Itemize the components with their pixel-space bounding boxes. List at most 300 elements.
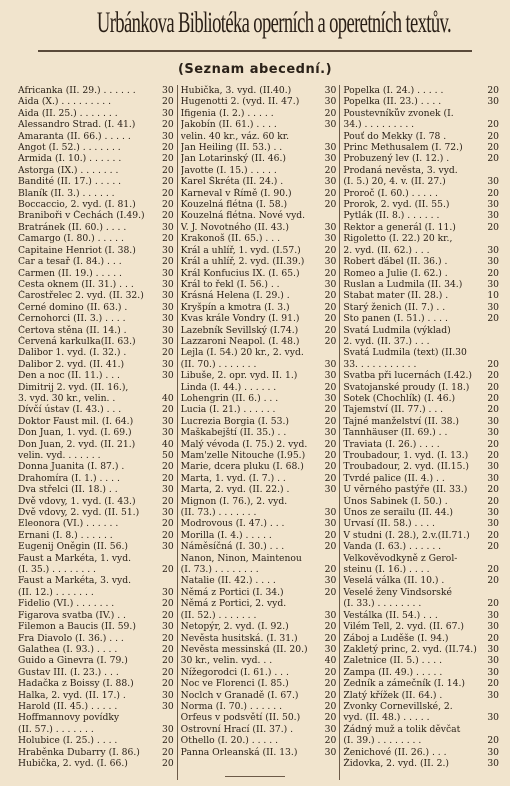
entry-price: 20 <box>161 233 174 245</box>
page-subtitle: (Seznam abecední.) <box>177 62 333 77</box>
catalog-entry <box>18 633 174 644</box>
entry-price: 20 <box>161 735 174 747</box>
entry-title: Galathea (I. 93.) . . . . <box>18 643 118 655</box>
catalog-entry <box>181 690 337 701</box>
entry-price: 20 <box>161 176 174 188</box>
entry-title: Princ Methusalem (I. 72.) <box>343 142 463 154</box>
entry-price: 20 <box>487 678 500 690</box>
catalog-entry <box>343 724 499 735</box>
entry-title: Angot (I. 52.) . . . . . . . <box>18 142 121 154</box>
entry-title: Dvě vdovy, 1. vyd. (I. 43.) <box>18 495 136 507</box>
entry-price <box>334 347 336 358</box>
entry-title: Vilém Tell, 2. vyd. (II. 67.) <box>343 621 465 633</box>
entry-title: Natalie (II. 42.) . . . . <box>180 575 276 587</box>
catalog-entry <box>343 119 499 130</box>
entry-price: 30 <box>487 210 500 222</box>
catalog-entry <box>343 667 499 678</box>
entry-price: 20 <box>161 164 174 176</box>
entry-title: Faust a Markéta, 1. vyd. <box>18 552 132 564</box>
entry-title: Netopýr, 2. vyd. (I. 92.) <box>180 621 289 633</box>
entry-title: Dimitrij 2. vyd. (II. 16.), <box>18 381 129 393</box>
catalog-entry <box>343 382 499 393</box>
catalog-entry <box>343 484 499 495</box>
entry-title: Popelka (II. 23.) . . . . <box>343 96 442 108</box>
catalog-entry <box>18 564 174 575</box>
entry-price: 20 <box>487 575 500 587</box>
entry-title: Prorok, 2. vyd. (II. 55.) <box>343 199 450 211</box>
catalog-entry <box>181 393 337 404</box>
catalog-entry <box>181 461 337 472</box>
entry-title: Veselé ženy Vindsorské <box>343 586 452 598</box>
entry-title: Traviata (I. 26.) . . . . <box>343 438 440 450</box>
entry-price: 30 <box>161 221 174 233</box>
entry-price: 30 <box>161 370 174 382</box>
entry-title: Malý vévoda (I. 75.) 2. vyd. <box>180 438 308 450</box>
entry-title: Ruslan a Ludmila (II. 34.) <box>343 278 463 290</box>
entry-price: 30 <box>161 541 174 553</box>
entry-price: 20 <box>161 495 174 507</box>
catalog-entry <box>18 313 174 324</box>
entry-price <box>497 724 499 735</box>
catalog-entry <box>181 701 337 712</box>
catalog-entry <box>18 347 174 358</box>
catalog-entry <box>18 610 174 621</box>
entry-price: 20 <box>324 586 337 598</box>
entry-title: Jan Heiling (II. 53.) . . <box>180 142 283 154</box>
entry-price: 30 <box>487 621 500 633</box>
entry-price: 10 <box>487 290 500 302</box>
catalog-entry <box>343 473 499 484</box>
entry-price: 20 <box>324 541 337 553</box>
entry-title: Proroč (I. 60.) . . . . . <box>343 187 438 199</box>
entry-title: Filemon a Baucis (II. 59.) <box>18 621 136 633</box>
catalog-entry <box>18 575 174 586</box>
entry-title: Lucrezia Borgia (I. 53.) <box>180 415 289 427</box>
entry-title: Král to řekl (I. 56.) . . <box>180 278 280 290</box>
catalog-entry <box>18 131 174 142</box>
catalog-entry <box>18 644 174 655</box>
entry-title: 33. . . . . . . . . . . <box>343 358 417 370</box>
catalog-entry <box>181 712 337 723</box>
entry-price <box>497 347 499 358</box>
entry-title: Noc ve Florenci (I. 85.) <box>180 678 289 690</box>
catalog-entry <box>181 302 337 313</box>
entry-price: 30 <box>161 415 174 427</box>
entry-price: 20 <box>324 313 337 325</box>
catalog-entry <box>181 153 337 164</box>
catalog-entry <box>18 712 174 723</box>
entry-title: velin. 40 kr., váz. 60 kr. <box>180 130 290 142</box>
entry-price: 20 <box>161 256 174 268</box>
catalog-entry <box>181 633 337 644</box>
entry-title: Náměsíčná (I. 30.) . . . <box>180 541 285 553</box>
catalog-entry <box>18 461 174 472</box>
catalog-entry <box>343 233 499 244</box>
entry-title: Fidelio (VI.) . . . . . . . <box>18 598 115 610</box>
catalog-entry <box>18 758 174 769</box>
entry-title: Černé domino (II. 63.) . <box>18 301 128 313</box>
catalog-entry <box>343 268 499 279</box>
entry-title: Astorga (IX.) . . . . . . . <box>18 164 119 176</box>
entry-price: 30 <box>324 153 337 165</box>
catalog-entry <box>18 701 174 712</box>
entry-title: Žádný muž a tolik děvčat <box>343 723 461 735</box>
entry-title: Linda (I. 44.) . . . . . . <box>180 381 277 393</box>
catalog-entry <box>18 302 174 313</box>
entry-price: 30 <box>324 643 337 655</box>
entry-title: Faust a Markéta, 3. vyd. <box>18 575 132 587</box>
catalog-entry <box>181 290 337 301</box>
entry-price: 20 <box>487 450 500 461</box>
entry-price: 20 <box>324 621 337 633</box>
entry-title: Noclch v Granadě (I. 67.) <box>180 689 299 701</box>
entry-title: Vestálka (II. 54.) . . . <box>343 609 438 621</box>
entry-price: 20 <box>324 199 337 211</box>
entry-price: 20 <box>487 632 500 644</box>
entry-price: 20 <box>161 518 174 530</box>
entry-price: 20 <box>324 666 337 678</box>
entry-price: 20 <box>324 381 337 393</box>
entry-price <box>334 131 336 142</box>
catalog-entry <box>181 370 337 381</box>
entry-title: Nanon, Ninon, Maintenou <box>180 552 302 564</box>
catalog-entry <box>18 233 174 244</box>
catalog-entry <box>18 325 174 336</box>
entry-price: 30 <box>161 427 174 439</box>
catalog-entry <box>18 587 174 598</box>
catalog-entry <box>181 667 337 678</box>
entry-title: Popelka (I. 24.) . . . . . <box>343 85 444 96</box>
catalog-entry <box>18 245 174 256</box>
catalog-entry <box>343 404 499 415</box>
catalog-entry <box>181 587 337 598</box>
catalog-entry <box>343 245 499 256</box>
entry-title: Bandité (II. 17.) . . . . . <box>18 176 122 188</box>
entry-title: Velkověvodkyně z Gerol- <box>343 552 458 564</box>
entry-title: Zlatý křížek (II. 64.) . <box>343 689 443 701</box>
entry-title: Ostrovní Hrací (II. 37.) . <box>180 723 294 735</box>
catalog-entry <box>181 222 337 233</box>
entry-title: Drahomíra (I. 1.) . . . . <box>18 472 120 484</box>
catalog-entry <box>18 96 174 107</box>
catalog-entry <box>18 690 174 701</box>
entry-price: 20 <box>324 244 337 256</box>
entry-title: Dalibor 2. vyd. (II. 41.) <box>18 358 125 370</box>
entry-title: Camargo (I. 80.) . . . . . <box>18 233 124 245</box>
entry-price: 30 <box>487 256 500 268</box>
entry-price: 20 <box>487 392 500 404</box>
catalog-entry <box>181 518 337 529</box>
entry-price <box>497 233 499 244</box>
catalog-column-3 <box>339 85 502 780</box>
entry-title: Braniboři v Čechách (I.49.) <box>18 210 145 222</box>
entry-price <box>497 108 499 119</box>
entry-price: 20 <box>161 199 174 211</box>
entry-price: 20 <box>161 643 174 655</box>
entry-title: Svatojanské proudy (I. 18.) <box>343 381 470 393</box>
entry-price: 20 <box>324 290 337 302</box>
entry-title: Únos ze serailu (II. 44.) <box>343 507 453 519</box>
catalog-entry <box>343 530 499 541</box>
entry-price: 20 <box>161 529 174 541</box>
entry-title: Troubadour, 1. vyd. (I. 13.) <box>343 450 469 461</box>
entry-title: Capitaine Henriot (I. 38.) <box>18 244 136 256</box>
catalog-entry <box>181 210 337 221</box>
catalog-entry <box>181 496 337 507</box>
entry-title: Romeo a Julie (I. 62.) . <box>343 267 448 279</box>
entry-price: 30 <box>324 221 337 233</box>
catalog-entry <box>18 427 174 438</box>
entry-price: 30 <box>161 85 174 96</box>
entry-price: 30 <box>161 324 174 336</box>
entry-title: Eleonora (VI.) . . . . . . <box>18 518 119 530</box>
catalog-entry <box>18 142 174 153</box>
entry-title: Lazebník Sevillský (I.74.) <box>180 324 299 336</box>
entry-title: Vanda (I. 63.) . . . . . . <box>343 541 442 553</box>
entry-title: Norma (I. 70.) . . . . . . <box>180 700 283 712</box>
entry-title: Čertova stěna (II. 14.) . <box>18 324 127 336</box>
entry-title: (I. 35.) . . . . . . . . <box>18 564 96 576</box>
catalog-entry <box>181 439 337 450</box>
catalog-entry <box>181 165 337 176</box>
entry-price: 20 <box>161 746 174 758</box>
entry-title: U věrného pastýře (II. 33.) <box>343 484 468 496</box>
entry-price: 20 <box>324 632 337 644</box>
entry-price: 30 <box>487 461 500 473</box>
entry-title: (I. 5.) 20, 4. v. (II. 27.) <box>343 176 446 188</box>
entry-title: Ifigenia (I. 2.) . . . . . <box>180 107 274 119</box>
entry-title: Rektor a generál (I. 11.) <box>343 221 456 233</box>
catalog-entry <box>343 416 499 427</box>
catalog-entry <box>181 176 337 187</box>
catalog-entry <box>18 450 174 461</box>
entry-title: (I. 33.) . . . . . . . . <box>343 598 422 610</box>
catalog-entry <box>181 256 337 267</box>
catalog-entry <box>343 655 499 666</box>
entry-price: 20 <box>487 267 500 279</box>
entry-price <box>497 336 499 347</box>
entry-price: 20 <box>487 119 500 131</box>
entry-title: Červená karkulka(II. 63.) <box>18 335 136 347</box>
entry-price: 30 <box>324 609 337 621</box>
entry-price: 30 <box>487 757 500 769</box>
catalog-entry <box>343 541 499 552</box>
entry-title: Lucia (I. 21.) . . . . . . <box>180 404 276 416</box>
catalog-entry <box>343 553 499 564</box>
entry-price: 30 <box>487 666 500 678</box>
entry-title: Gustav III. (I. 23.) . . . <box>18 666 119 678</box>
entry-title: Car a tesař (I. 84.) . . . <box>18 256 122 268</box>
catalog-entry <box>18 336 174 347</box>
entry-price: 20 <box>324 678 337 690</box>
entry-price: 30 <box>324 119 337 131</box>
entry-title: 30 kr., velin. vyd. . . <box>180 655 273 667</box>
entry-price <box>497 553 499 564</box>
catalog-entry <box>181 747 337 758</box>
entry-price: 20 <box>487 85 500 96</box>
catalog-entry <box>343 621 499 632</box>
entry-price: 20 <box>487 187 500 199</box>
entry-title: Hoffmannovy povídky <box>18 712 120 724</box>
entry-price: 20 <box>161 666 174 678</box>
entry-title: Mam'zelle Nitouche (I.95.) <box>180 450 306 461</box>
catalog-entry <box>343 587 499 598</box>
catalog-column-1 <box>18 85 177 780</box>
catalog-entry <box>343 222 499 233</box>
entry-price: 30 <box>324 575 337 587</box>
entry-title: Nížegorodci (I. 61.) . . . <box>180 666 289 678</box>
entry-title: Karneval v Římě (I. 90.) <box>180 187 292 199</box>
entry-price: 30 <box>161 358 174 370</box>
catalog-entry <box>18 188 174 199</box>
entry-price: 20 <box>487 381 500 393</box>
entry-price: 30 <box>324 370 337 382</box>
entry-price: 20 <box>161 609 174 621</box>
catalog-entry <box>181 575 337 586</box>
entry-price: 20 <box>161 153 174 165</box>
entry-price <box>172 553 174 564</box>
entry-price: 30 <box>161 335 174 347</box>
entry-price: 20 <box>161 96 174 108</box>
entry-price: 30 <box>161 621 174 633</box>
entry-title: Aida (X.) . . . . . . . . . <box>18 96 112 108</box>
entry-price: 30 <box>324 142 337 154</box>
entry-title: Karel Škréta (II. 24.) . <box>180 176 284 188</box>
catalog-entry <box>181 245 337 256</box>
catalog-entry <box>18 153 174 164</box>
entry-price: 40 <box>161 392 174 404</box>
catalog-entry <box>343 461 499 472</box>
entry-price: 20 <box>324 712 337 724</box>
entry-title: Lazzaroni Neapol. (I. 48.) <box>180 335 300 347</box>
catalog-entry <box>343 427 499 438</box>
catalog-entry <box>343 610 499 621</box>
entry-title: Král a uhlíř, 2. vyd. (II.39.) <box>180 256 305 268</box>
entry-title: Morilla (I. 4.) . . . . . <box>180 529 272 541</box>
catalog-entry <box>18 621 174 632</box>
catalog-entry <box>343 188 499 199</box>
entry-price: 20 <box>324 700 337 712</box>
catalog-entry <box>343 347 499 358</box>
entry-price: 20 <box>487 404 500 416</box>
entry-title: Aida (II. 25.) . . . . . . . <box>18 107 118 119</box>
entry-price: 30 <box>487 689 500 701</box>
catalog-entry <box>343 108 499 119</box>
entry-price: 20 <box>324 301 337 313</box>
catalog-entry <box>18 530 174 541</box>
entry-price: 20 <box>161 347 174 359</box>
entry-price: 20 <box>324 267 337 279</box>
entry-price: 30 <box>324 518 337 530</box>
entry-title: Mignon (I. 76.), 2. vyd. <box>180 495 288 507</box>
catalog-entry <box>343 199 499 210</box>
entry-price: 30 <box>161 267 174 279</box>
entry-title: Zvonky Cornevillské, 2. <box>343 700 453 712</box>
catalog-entry <box>181 610 337 621</box>
entry-title: Poustevníkův zvonek (I. <box>343 107 454 119</box>
catalog-entry <box>181 279 337 290</box>
entry-price: 20 <box>161 210 174 222</box>
entry-title: Hugenotti 2. (vyd. II. 47.) <box>180 96 300 108</box>
entry-title: Ženichové (II. 26.) . . . <box>343 746 447 758</box>
entry-price: 20 <box>487 313 500 325</box>
catalog-entry <box>343 735 499 746</box>
entry-title: Javotte (I. 15.) . . . . . <box>180 164 277 176</box>
entry-price: 30 <box>487 176 500 188</box>
entry-price: 20 <box>324 107 337 119</box>
catalog-entry <box>18 439 174 450</box>
catalog-entry <box>343 131 499 142</box>
entry-title: Urvasí (II. 58.) . . . . <box>343 518 435 530</box>
catalog-entry <box>181 553 337 564</box>
entry-price <box>334 210 336 221</box>
entry-title: Eugenij Oněgin (II. 56.) <box>18 541 128 553</box>
entry-price <box>497 165 499 176</box>
catalog-entry <box>343 518 499 529</box>
catalog-entry <box>343 701 499 712</box>
catalog-entry <box>343 598 499 609</box>
entry-price: 20 <box>487 564 500 576</box>
entry-price: 30 <box>324 507 337 519</box>
entry-title: Dívčí ústav (I. 43.) . . . <box>18 404 122 416</box>
entry-price: 30 <box>487 244 500 256</box>
entry-price: 20 <box>324 461 337 473</box>
catalog-entry <box>181 119 337 130</box>
entry-title: Pouť do Mekky (I. 78 . <box>343 130 447 142</box>
entry-price: 20 <box>487 495 500 507</box>
entry-title: Židovka, 2. vyd. (II. 2.) <box>343 757 449 769</box>
title-divider <box>38 50 472 52</box>
catalog-entry <box>18 279 174 290</box>
entry-price: 20 <box>324 529 337 541</box>
catalog-entry <box>18 210 174 221</box>
catalog-entry <box>18 268 174 279</box>
catalog-entry <box>18 119 174 130</box>
entry-title: 2. vyd. (II. 37.) . . . <box>343 335 430 347</box>
entry-title: 2. vyd. (II. 62.) . . . <box>343 244 430 256</box>
entry-price: 20 <box>161 119 174 131</box>
catalog-entry <box>343 256 499 267</box>
entry-title: Kouzelná flétna (I. 58.) <box>180 199 288 211</box>
entry-price: 30 <box>161 700 174 712</box>
entry-price: 20 <box>161 472 174 484</box>
entry-title: Jakobín (II. 61.) . . . . <box>180 119 277 131</box>
entry-price <box>172 382 174 393</box>
entry-title: Othello (I. 20.) . . . . . <box>180 735 279 747</box>
catalog-entry <box>181 96 337 107</box>
entry-title: Svatba při lucernách (I.42.) <box>343 370 472 382</box>
entry-title: Hubička, 3. vyd. (II.40.) <box>180 85 292 96</box>
entry-title: Marta, 1. vyd. (I. 7.) . . <box>180 472 286 484</box>
catalog-entry <box>18 541 174 552</box>
entry-title: Nevěsta messinská (II. 20.) <box>180 643 308 655</box>
entry-title: Dalibor 1. vyd. (I. 32.) . <box>18 347 127 359</box>
entry-title: Krásná Helena (I. 29.) . <box>180 290 290 302</box>
entry-price: 20 <box>487 529 500 541</box>
entry-title: Blaník (II. 3.) . . . . . . <box>18 187 115 199</box>
entry-price: 30 <box>487 643 500 655</box>
entry-price: 20 <box>324 335 337 347</box>
catalog-entry <box>18 484 174 495</box>
entry-title: Zakletý princ, 2. vyd. (II.74.) <box>343 643 477 655</box>
entry-title: Čarostřelec 2. vyd. (II. 32.) <box>18 290 144 302</box>
entry-title: Hubička, 2. vyd. (I. 66.) <box>18 757 128 769</box>
catalog-entry <box>343 359 499 370</box>
entry-price: 30 <box>161 586 174 598</box>
catalog-entry <box>18 416 174 427</box>
entry-title: Fra Diavolo (I. 36.) . . . <box>18 632 124 644</box>
entry-price: 20 <box>487 221 500 233</box>
